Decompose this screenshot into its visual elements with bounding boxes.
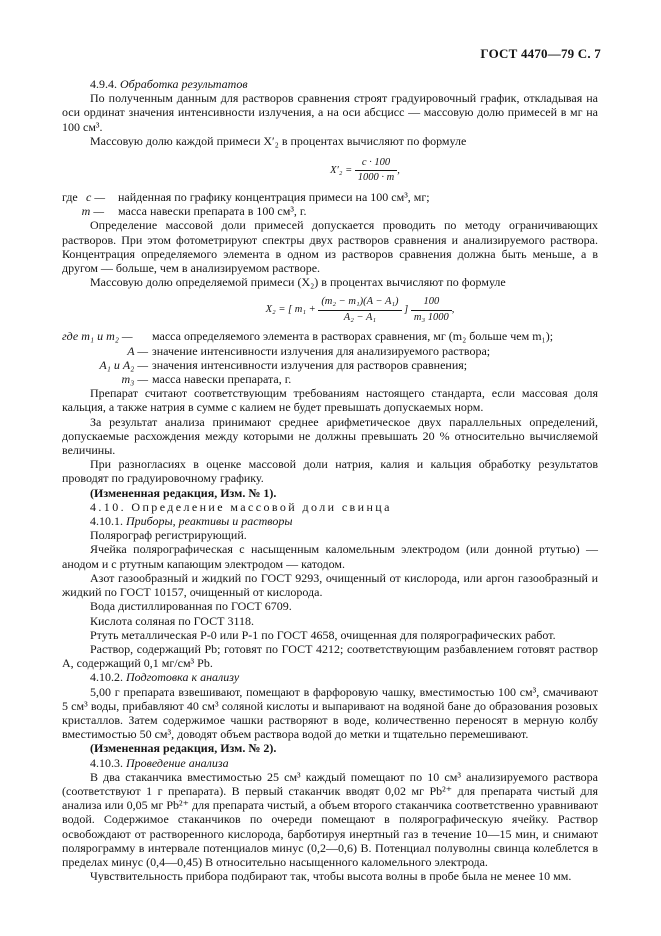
section-4-10-1-heading: [62, 514, 598, 528]
legend-symbol: m —: [81, 204, 104, 219]
legend-text: масса определяемого элемента в растворах сравнения, мг (m₂ больше чем m₁);: [152, 329, 554, 344]
reagent-item: Ячейка полярографическая с насыщенным каломельным электродом (или донной ртутью) — анодом и с ртутным капающим электродом — катодом.: [62, 542, 598, 571]
section-title: Проведение анализа: [126, 755, 229, 770]
reagent-item: Азот газообразный и жидкий по ГОСТ 9293, очищенный от кислорода, или аргон газообразный и жидкий по ГОСТ 10157, очищенный от кислорода.: [62, 570, 598, 600]
section-title: Обработка результатов: [120, 77, 248, 91]
section-title: Приборы, реактивы и растворы: [126, 514, 293, 529]
paragraph: Чувствительность прибора подбирают так, чтобы высота волны в пробе была не менее 10 мм.: [90, 869, 572, 884]
formula-numerator-2: 100: [411, 295, 452, 310]
formula-denominator-2: m₃ 1000: [413, 311, 449, 323]
legend-prefix: где: [62, 190, 78, 205]
paragraph: Массовую долю определяемой примеси (X₂) в процентах вычисляют по формуле: [90, 275, 506, 290]
section-4-10-2-heading: [62, 670, 598, 684]
legend-row: [62, 344, 598, 358]
section-number: 4.10.3.: [90, 755, 123, 770]
legend-row: [62, 329, 598, 343]
legend-symbol: с —: [86, 190, 105, 205]
reagent-item: Ртуть металлическая Р-0 или Р-1 по ГОСТ 4658, очищенная для полярографических работ.: [90, 627, 556, 642]
legend-text: масса навески препарата в 100 см³, г.: [118, 204, 307, 219]
formula-lhs: X₂ = [ m₁ +: [265, 304, 316, 316]
paragraph: При разногласиях в оценке массовой доли натрия, калия и кальция обработку результатов проводят по градуировочному графику.: [62, 457, 598, 486]
legend-row: [62, 372, 598, 386]
legend-symbol: A —: [127, 343, 148, 358]
legend-symbol: m₃ —: [121, 372, 148, 387]
section-number: 4.9.4.: [90, 77, 117, 91]
formula-fraction: [355, 156, 397, 185]
formula-denominator: A₂ − A₁: [343, 311, 377, 323]
section-4-9-4-heading: [62, 77, 598, 91]
revision-note: (Измененная редакция, Изм. № 1).: [90, 485, 277, 500]
paragraph: Определение массовой доли примесей допускается проводить по методу ограничивающих растворов. При этом фотометрируют спектры двух растворов сравнения и анализируемого раствора. Концентрация определяемого элемента в одном из растворов сравнения должна быть меньше, а в другом — больше, чем в анализируемом растворе.: [62, 218, 598, 276]
legend-row: [62, 190, 598, 204]
reagent-item: Кислота соляная по ГОСТ 3118.: [90, 613, 255, 628]
formula-numerator: (m₂ − m₁)(A − A₁): [318, 295, 401, 310]
formula-x2-prime: X′₂ = $\frac{c \cdot 100}{1000 \cdot m}$ ,: [132, 152, 598, 186]
paragraph: 5,00 г препарата взвешивают, помещают в фарфоровую чашку, вместимостью 100 см³, смачивают 5 см³ воды, прибавляют 40 см³ соляной кислоты и выпаривают на водяной бане до образования розовых кристаллов. Затем содержимое чашки растворяют в воде, количественно переносят в мерную колбу вместимостью 50 см³, доводят объем раствора водой до метки и тщательно перемешивают.: [62, 684, 598, 742]
reagent-item: Вода дистиллированная по ГОСТ 6709.: [90, 599, 292, 614]
formula-denominator: 1000 · m: [357, 172, 395, 184]
section-4-10-heading: 4.10. Определение массовой доли свинца: [90, 499, 392, 514]
legend-symbol: где m₁ и m₂ —: [62, 329, 133, 344]
legend-text: значение интенсивности излучения для анализируемого раствора;: [152, 343, 491, 358]
legend-symbol: A₁ и A₂ —: [99, 357, 148, 372]
document-body: [62, 77, 598, 883]
revision-note: (Измененная редакция, Изм. № 2).: [90, 741, 277, 756]
legend-text: значения интенсивности излучения для растворов сравнения;: [152, 357, 468, 372]
legend-row: [62, 204, 598, 218]
paragraph: В два стаканчика вместимостью 25 см³ каждый помещают по 10 см³ анализируемого раствора (соответствуют 1 г препарата). В первый стаканчик вводят 0,02 мг Pb²⁺ для препарата чистый для анализа или 0,05 мг Pb²⁺ для препарата чистый, а объем второго стаканчика соответственно уравнивают водой. Содержимое стаканчиков по очереди помещают в полярографическую ячейку. Раствор освобождают от растворенного кислорода, барботируя инертный газ в течение 10—15 мин, и снимают полярограмму в интервале потенциалов минус (0,2—0,6) В. Потенциал полуволны свинца колеблется в пределах минус (0,4—0,45) В относительно насыщенного каломельного электрода.: [62, 769, 598, 869]
paragraph: Препарат считают соответствующим требованиям настоящего стандарта, если массовая доля кальция, а также натрия в сумме с калием не будет превышать допускаемых норм.: [62, 386, 598, 415]
section-title: Подготовка к анализу: [126, 670, 240, 685]
paragraph: За результат анализа принимают среднее арифметическое двух параллельных определений, допускаемые расхождения между которыми не должны превышать 20 % относительно вычисляемой величины.: [62, 414, 598, 458]
reagent-item: Полярограф регистрирующий.: [90, 528, 247, 543]
legend-text: масса навески препарата, г.: [152, 372, 292, 387]
section-4-10-3-heading: [62, 756, 598, 770]
legend-row: [62, 358, 598, 372]
formula-numerator: c · 100: [355, 156, 397, 171]
legend-text: найденная по графику концентрация примеси на 100 см³, мг;: [118, 190, 430, 205]
paragraph: По полученным данным для растворов сравнения строят градуировочный график, откладывая на оси ординат значения интенсивности излучения, а на оси абсцисс — массовую долю примесей в мг на 100 см³.: [62, 91, 598, 134]
paragraph: Массовую долю каждой примеси X′₂ в процентах вычисляют по формуле: [90, 133, 467, 148]
section-number: 4.10.1.: [90, 514, 123, 529]
section-number: 4.10.2.: [90, 670, 123, 685]
formula-fraction-2: [411, 295, 452, 324]
formula-fraction: [318, 295, 401, 324]
formula-lhs: X′₂ =: [330, 165, 353, 177]
formula-x2: X₂ = [ m₁ + $\frac{\text{(m₂ − m₁)(A − A₁)}}{\text{A₂ − A₁}}$ ] $\frac{100}{\text{m₃ 1000}}$ ,: [122, 293, 598, 325]
page-header: ГОСТ 4470—79 С. 7: [480, 46, 601, 61]
reagent-item: Раствор, содержащий Pb; готовят по ГОСТ 4212; соответствующим разбавлением готовят раствор А, содержащий 0,1 мг/см³ Pb.: [62, 641, 598, 671]
